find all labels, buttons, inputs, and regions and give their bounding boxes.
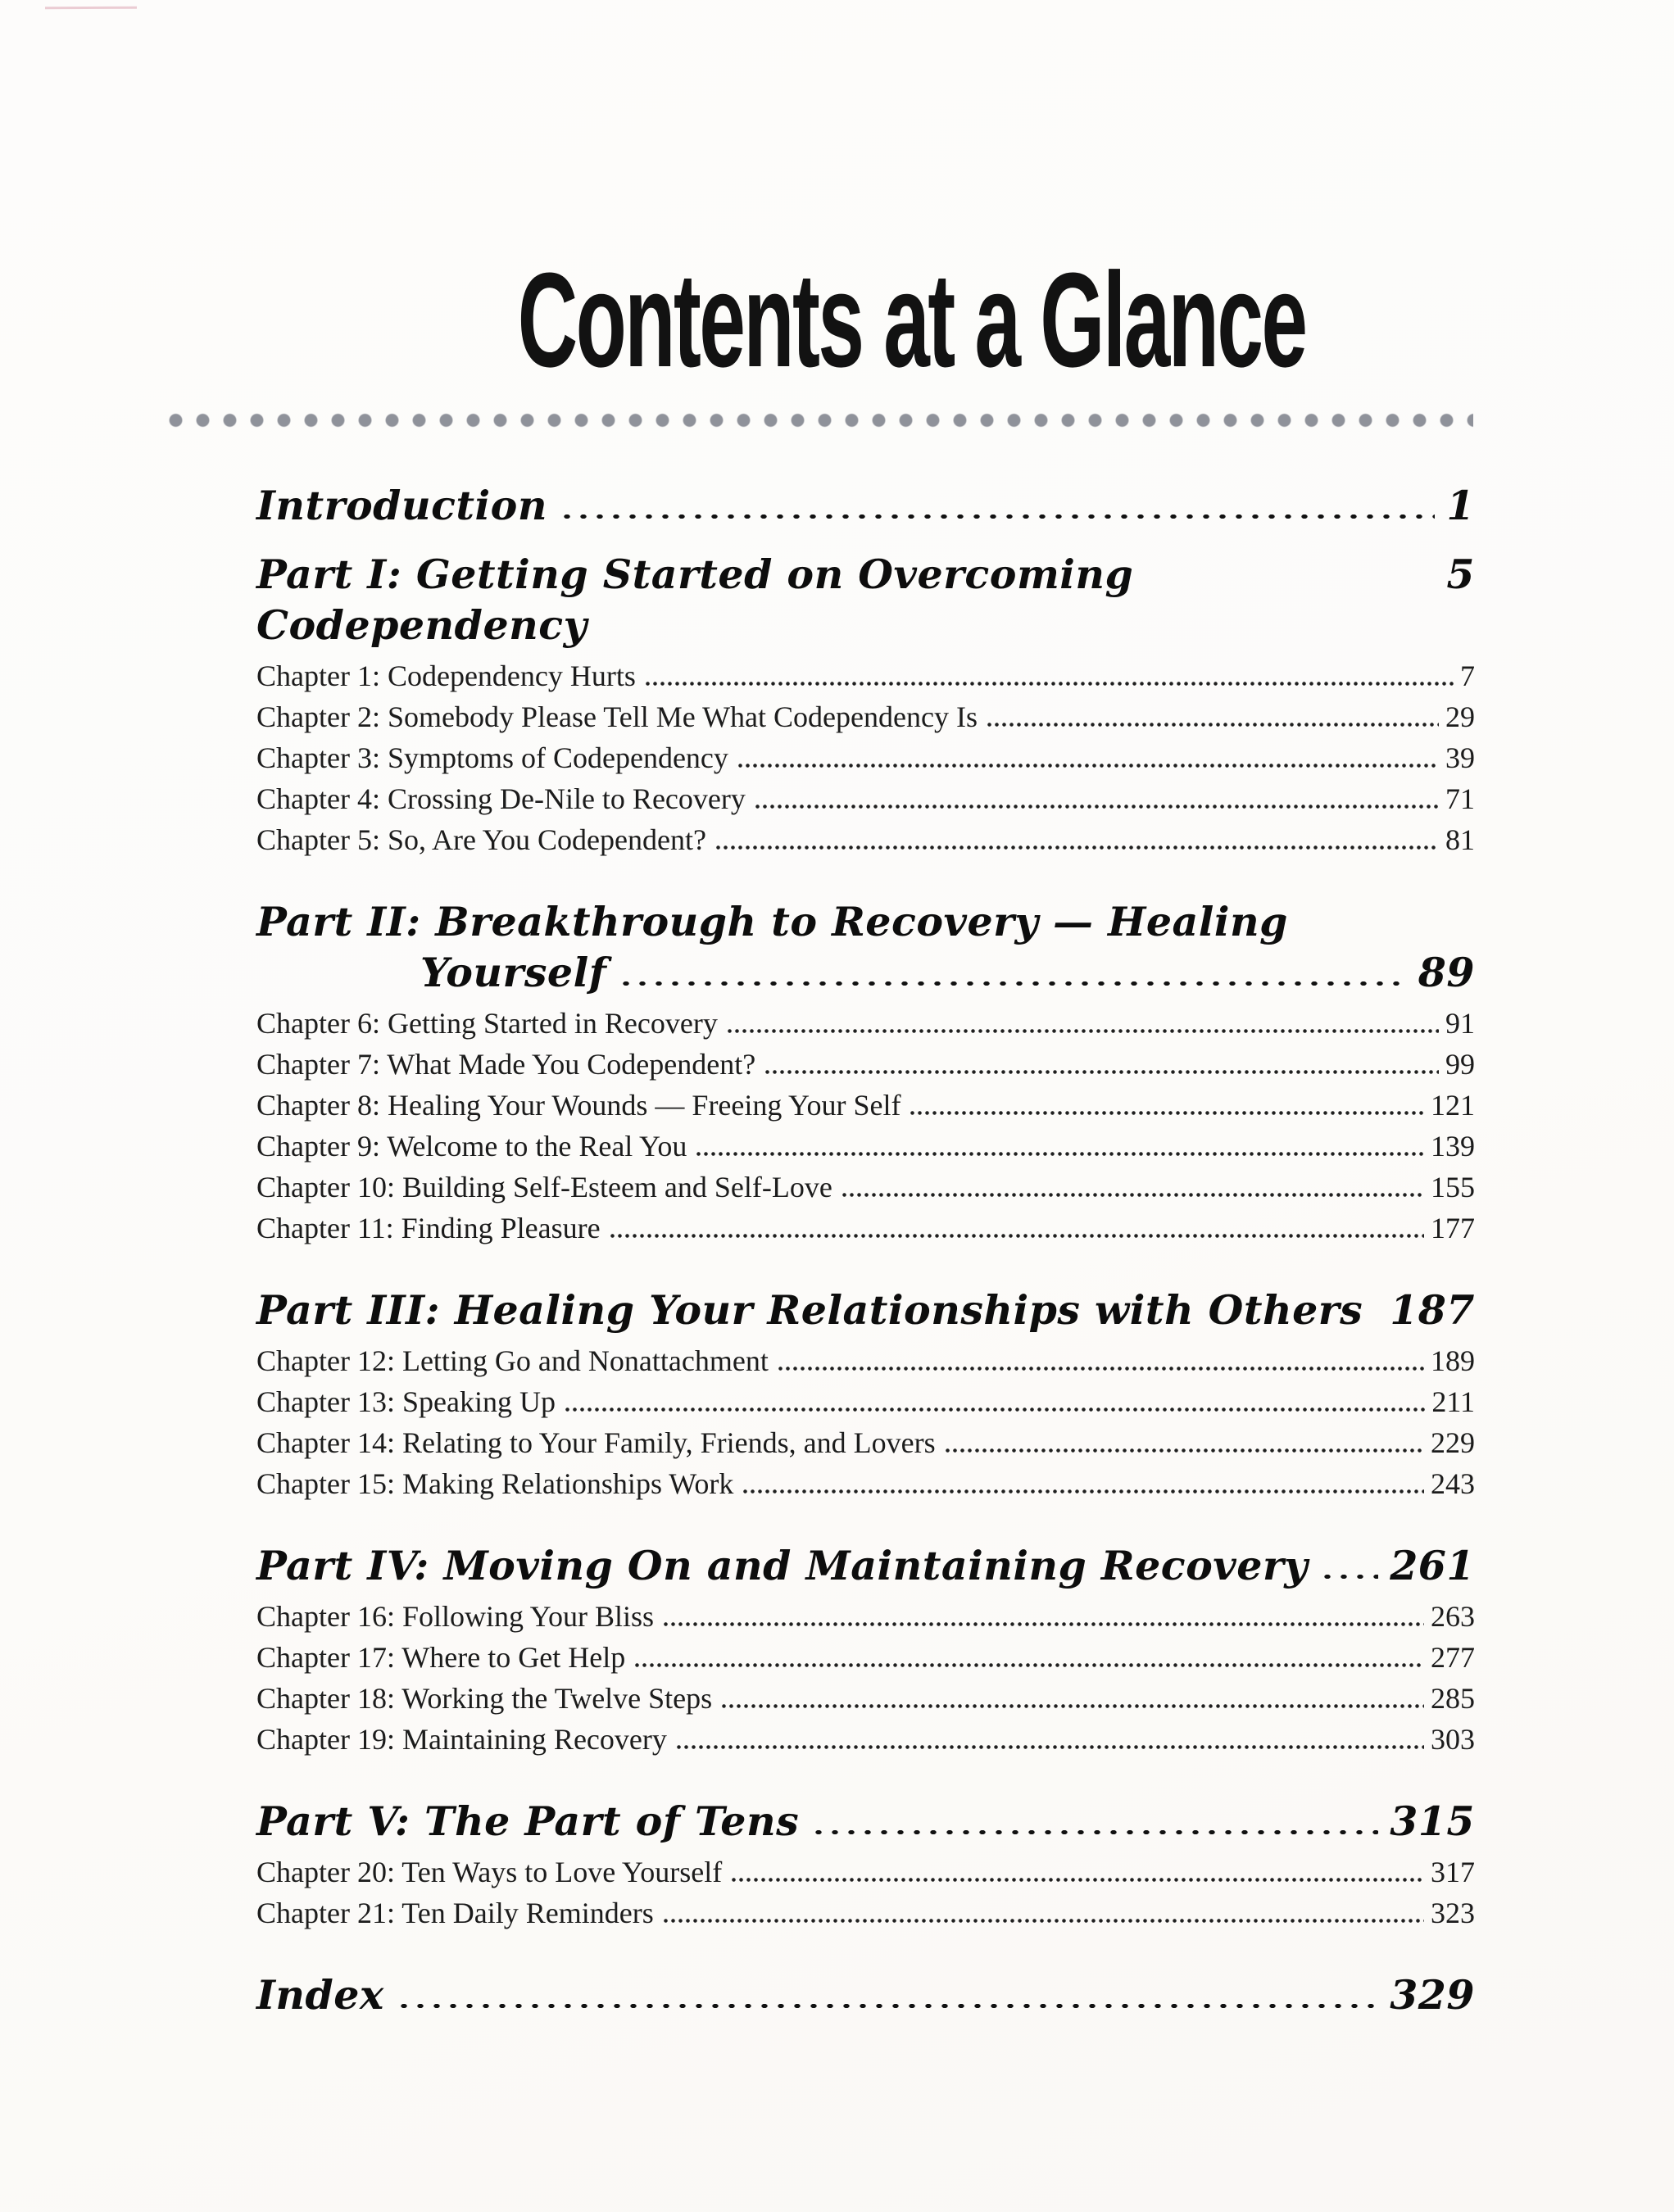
dot-leader [1319,1574,1378,1580]
chapter-page-number: 243 [1431,1467,1475,1500]
chapter-page-number: 7 [1460,660,1475,692]
toc-entry-introduction [256,480,1475,531]
entry-label: Index [256,1971,384,2019]
toc-chapter-entry [256,1678,1475,1719]
dot-leader [810,1829,1378,1835]
dotted-separator [162,413,1473,428]
toc-chapter-entry [256,1208,1475,1249]
toc-part-heading-5 [256,1796,1475,1847]
dot-leader [777,1367,1424,1371]
chapter-page-number: 277 [1431,1641,1475,1674]
part-label: Part II: Breakthrough to Recovery — Healing [256,898,1288,945]
chapter-page-number: 189 [1431,1344,1475,1377]
chapter-title: Chapter 13: Speaking Up [256,1385,556,1418]
toc-chapter-entry [256,1003,1475,1044]
scan-artifact [45,7,137,10]
chapter-title: Chapter 4: Crossing De-Nile to Recovery [256,782,746,815]
toc-chapter-entry [256,1463,1475,1504]
chapter-page-number: 91 [1445,1007,1475,1040]
dot-leader [1374,1318,1378,1324]
toc-chapter-entry [256,819,1475,860]
part-page-number: 315 [1390,1797,1475,1845]
chapter-page-number: 121 [1431,1089,1475,1122]
dot-leader [396,2003,1379,2009]
chapter-page-number: 263 [1431,1600,1475,1633]
toc-chapter-entry [256,1085,1475,1126]
chapter-title: Chapter 1: Codependency Hurts [256,660,636,692]
chapter-title: Chapter 19: Maintaining Recovery [256,1723,667,1756]
page-title-row [256,245,1567,395]
entry-page-number: 1 [1446,482,1475,529]
chapter-page-number: 155 [1431,1171,1475,1203]
dot-leader [633,1663,1424,1667]
chapter-page-number: 39 [1445,741,1475,774]
chapter-title: Chapter 17: Where to Get Help [256,1641,626,1674]
chapter-page-number: 81 [1445,823,1475,856]
chapter-title: Chapter 20: Ten Ways to Love Yourself [256,1856,723,1888]
dot-leader [695,1152,1424,1156]
chapter-page-number: 71 [1445,782,1475,815]
toc-part-heading-2 [256,896,1475,998]
part-label: Part IV: Moving On and Maintaining Recovery [256,1542,1309,1589]
entry-page-number: 329 [1390,1971,1475,2019]
toc-chapter-entry [256,1852,1475,1892]
part-page-number: 187 [1390,1286,1475,1334]
toc-part-heading-1 [256,549,1475,650]
dot-leader [944,1448,1424,1453]
chapter-page-number: 29 [1445,700,1475,733]
toc-chapter-group-3 [256,1340,1475,1504]
dot-leader [662,1622,1424,1626]
chapter-title: Chapter 2: Somebody Please Tell Me What Codependency Is [256,700,978,733]
part-page-number: 261 [1390,1542,1475,1589]
chapter-title: Chapter 8: Healing Your Wounds — Freeing Your Self [256,1089,901,1122]
dot-leader [726,1029,1439,1033]
chapter-title: Chapter 3: Symptoms of Codependency [256,741,728,774]
toc-chapter-entry [256,737,1475,778]
toc-part-heading-3 [256,1285,1475,1335]
chapter-title: Chapter 14: Relating to Your Family, Friends, and Lovers [256,1426,936,1459]
toc-chapter-entry [256,1381,1475,1422]
toc-chapter-entry [256,1340,1475,1381]
dot-leader [715,845,1439,850]
toc-chapter-entry [256,696,1475,737]
toc-chapter-entry [256,1422,1475,1463]
chapter-title: Chapter 18: Working the Twelve Steps [256,1682,713,1715]
toc-chapter-entry [256,1637,1475,1678]
entry-label: Introduction [256,482,547,529]
dot-leader [720,1704,1424,1708]
dot-leader [986,723,1439,727]
chapter-page-number: 303 [1431,1723,1475,1756]
part-label: Part I: Getting Started on Overcoming Codependency [256,551,1134,649]
chapter-title: Chapter 11: Finding Pleasure [256,1212,601,1244]
chapter-title: Chapter 9: Welcome to the Real You [256,1130,687,1163]
toc-chapter-entry [256,655,1475,696]
chapter-page-number: 229 [1431,1426,1475,1459]
dot-leader [742,1489,1424,1494]
chapter-title: Chapter 7: What Made You Codependent? [256,1048,756,1081]
part-label-line-1 [256,896,1475,947]
chapter-page-number: 139 [1431,1130,1475,1163]
chapter-page-number: 285 [1431,1682,1475,1715]
part-label: Part III: Healing Your Relationships with Others [256,1286,1363,1334]
chapter-title: Chapter 16: Following Your Bliss [256,1600,655,1633]
part-label: Yourself [420,949,607,996]
toc-chapter-group-5 [256,1852,1475,1933]
part-label: Part V: The Part of Tens [256,1797,800,1845]
chapter-title: Chapter 10: Building Self-Esteem and Self-Love [256,1171,832,1203]
toc-chapter-entry [256,1719,1475,1760]
page-title: Contents at a Glance [518,245,1306,395]
toc-chapter-entry [256,1044,1475,1085]
chapter-title: Chapter 6: Getting Started in Recovery [256,1007,718,1040]
toc-part-heading-4 [256,1540,1475,1591]
dot-leader [675,1745,1424,1749]
chapter-page-number: 99 [1445,1048,1475,1081]
toc-entry-index [256,1969,1475,2020]
toc-chapter-entry [256,778,1475,819]
dot-leader [618,981,1406,986]
toc-chapter-entry [256,1892,1475,1933]
toc-chapter-entry [256,1596,1475,1637]
chapter-title: Chapter 21: Ten Daily Reminders [256,1897,654,1929]
dot-leader [754,805,1439,809]
chapter-title: Chapter 5: So, Are You Codependent? [256,823,706,856]
chapter-title: Chapter 15: Making Relationships Work [256,1467,734,1500]
dot-leader [730,1878,1424,1882]
part-page-number: 5 [1446,551,1475,598]
toc-chapter-entry [256,1167,1475,1208]
toc-chapter-group-4 [256,1596,1475,1760]
toc-content [256,245,1475,2020]
dot-leader [559,514,1435,519]
toc-chapter-group-1 [256,655,1475,860]
chapter-page-number: 177 [1431,1212,1475,1244]
dot-leader [764,1070,1439,1074]
chapter-page-number: 323 [1431,1897,1475,1929]
chapter-title: Chapter 12: Letting Go and Nonattachment [256,1344,769,1377]
dot-leader [737,764,1439,768]
dot-leader [662,1919,1424,1923]
toc-chapter-group-2 [256,1003,1475,1249]
dot-leader [609,1234,1424,1238]
chapter-page-number: 317 [1431,1856,1475,1888]
dot-leader [909,1111,1424,1115]
part-page-number: 89 [1418,949,1475,996]
part-label-line-2 [420,947,1475,998]
dot-leader [841,1193,1424,1197]
dot-leader [644,682,1454,686]
dot-leader [564,1407,1425,1412]
chapter-page-number: 211 [1431,1385,1475,1418]
toc-chapter-entry [256,1126,1475,1167]
